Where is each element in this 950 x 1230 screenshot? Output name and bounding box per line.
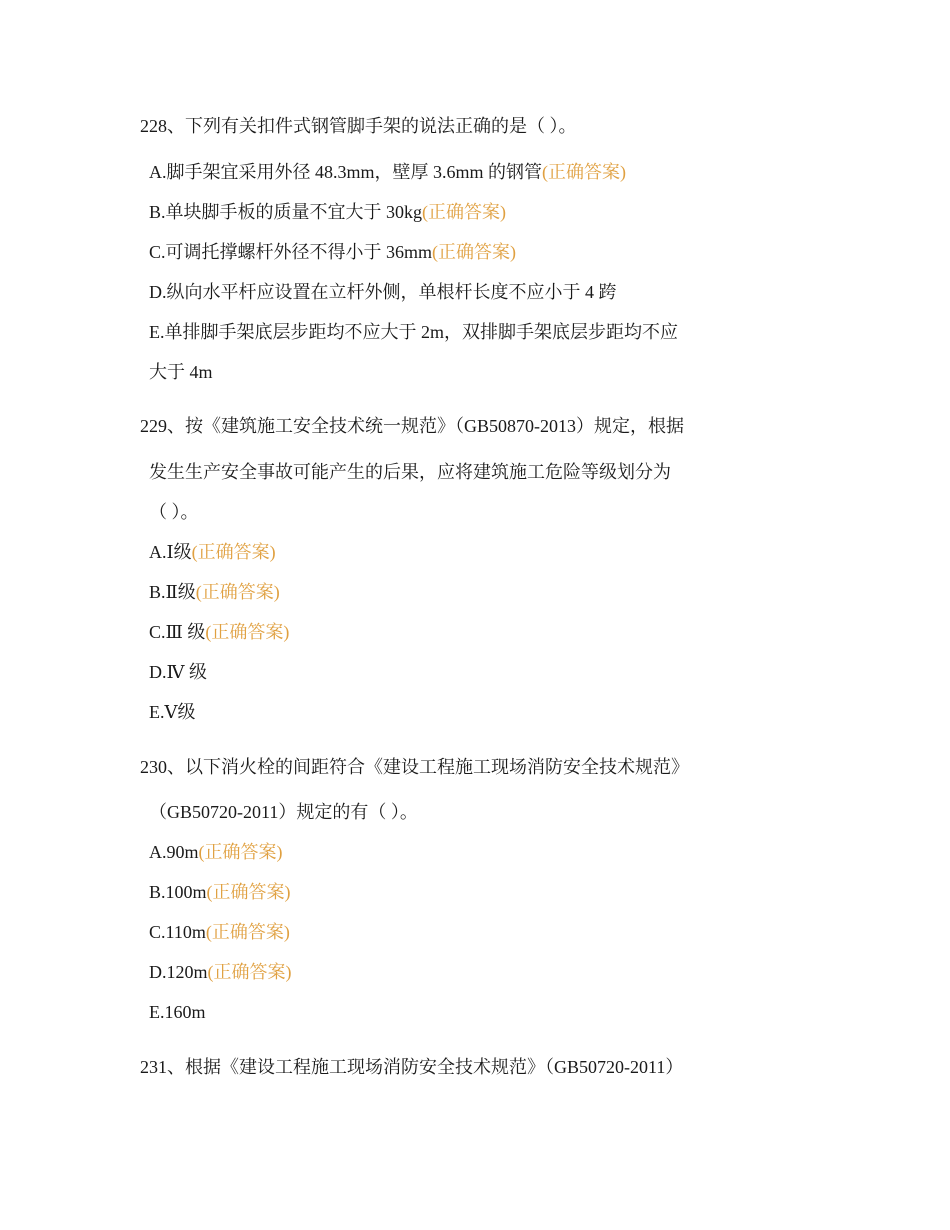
correct-answer-tag: (正确答案) xyxy=(205,622,290,642)
question-228-option-e: E.单排脚手架底层步距均不应大于 2m，双排脚手架底层步距均不应 xyxy=(149,322,678,342)
correct-answer-tag: (正确答案) xyxy=(198,842,283,862)
question-228-stem: 228、下列有关扣件式钢管脚手架的说法正确的是（ ）。 xyxy=(140,116,577,136)
question-230-option-c: C.110m(正确答案) xyxy=(149,922,290,942)
correct-answer-tag: (正确答案) xyxy=(206,882,291,902)
question-228-option-b: B.单块脚手板的质量不宜大于 30kg(正确答案) xyxy=(149,202,507,222)
question-230-option-b: B.100m(正确答案) xyxy=(149,882,291,902)
question-230-option-d: D.120m(正确答案) xyxy=(149,962,292,982)
question-230-stem-line-1: 230、以下消火栓的间距符合《建设工程施工现场消防安全技术规范》 xyxy=(140,757,689,777)
question-230-stem-line-2: （GB50720-2011）规定的有（ ）。 xyxy=(149,802,418,822)
question-228-option-a: A.脚手架宜采用外径 48.3mm，壁厚 3.6mm 的钢管(正确答案) xyxy=(149,162,627,182)
question-230-option-a: A.90m(正确答案) xyxy=(149,842,283,862)
correct-answer-tag: (正确答案) xyxy=(542,162,627,182)
question-228-option-d: D.纵向水平杆应设置在立杆外侧，单根杆长度不应小于 4 跨 xyxy=(149,282,617,302)
question-229-stem-line-1: 229、按《建筑施工安全技术统一规范》（GB50870-2013）规定，根据 xyxy=(140,416,684,436)
question-229-option-d: D.Ⅳ 级 xyxy=(149,662,207,682)
correct-answer-tag: (正确答案) xyxy=(432,242,517,262)
question-228-option-e-continued: 大于 4m xyxy=(149,362,213,382)
question-230-option-e: E.160m xyxy=(149,1002,206,1022)
correct-answer-tag: (正确答案) xyxy=(422,202,507,222)
question-229-option-c: C.Ⅲ 级(正确答案) xyxy=(149,622,290,642)
question-229-option-e: E.Ⅴ级 xyxy=(149,702,196,722)
question-231-stem: 231、根据《建设工程施工现场消防安全技术规范》（GB50720-2011） xyxy=(140,1057,684,1077)
question-229-option-a: A.Ⅰ级(正确答案) xyxy=(149,542,276,562)
correct-answer-tag: (正确答案) xyxy=(205,922,290,942)
question-228-option-c: C.可调托撑螺杆外径不得小于 36mm(正确答案) xyxy=(149,242,517,262)
correct-answer-tag: (正确答案) xyxy=(207,962,292,982)
correct-answer-tag: (正确答案) xyxy=(191,542,276,562)
question-229-stem-line-2: 发生生产安全事故可能产生的后果，应将建筑施工危险等级划分为 xyxy=(149,462,671,482)
question-229-stem-line-3: （ ）。 xyxy=(149,502,199,522)
correct-answer-tag: (正确答案) xyxy=(195,582,280,602)
question-229-option-b: B.Ⅱ级(正确答案) xyxy=(149,582,280,602)
